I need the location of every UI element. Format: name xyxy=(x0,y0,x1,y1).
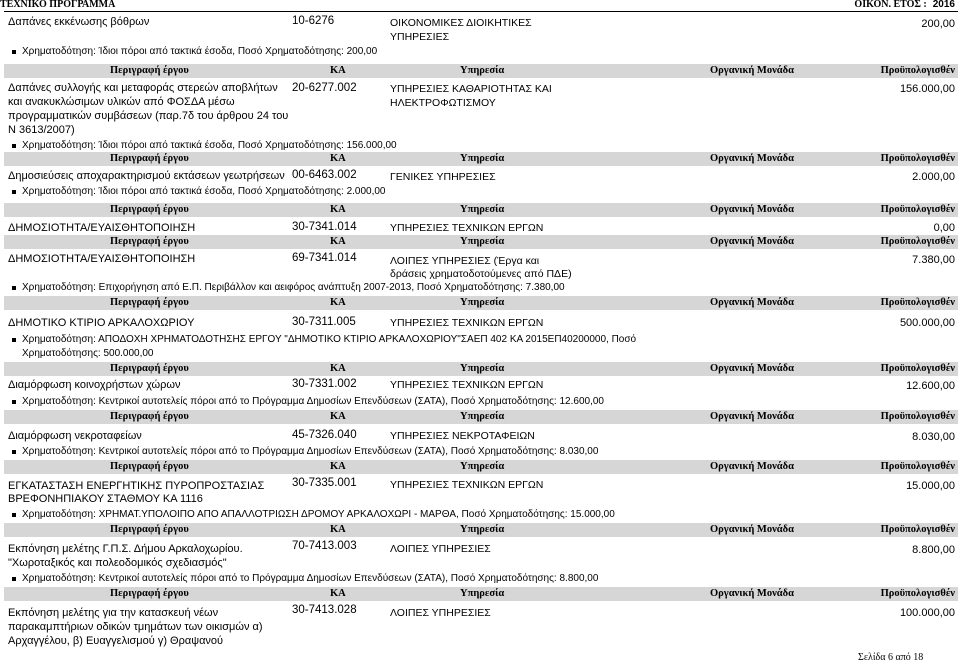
column-header-row xyxy=(4,587,958,601)
project-ka-code: 70-7413.003 xyxy=(292,540,357,552)
project-budget: 156.000,00 xyxy=(899,83,955,95)
project-budget: 15.000,00 xyxy=(906,480,955,492)
col-description-header: Περιγραφή έργου xyxy=(110,588,189,599)
project-description-line: προγραμματικών συμβάσεων (παρ.7δ του άρθρου 24 του xyxy=(8,110,289,122)
column-header-row xyxy=(4,362,958,376)
col-ka-header: ΚΑ xyxy=(330,411,346,422)
funding-line: Χρηματοδότηση: Κεντρικοί αυτοτελείς πόροι από το Πρόγραμμα Δημοσίων Επενδύσεων (ΣΑΤΑ), Ποσό Χρηματοδότησης: 8.030,00 xyxy=(22,446,599,457)
column-header-row xyxy=(4,296,958,310)
col-org-unit-header: Οργανική Μονάδα xyxy=(710,588,794,599)
project-service-line: ΟΙΚΟΝΟΜΙΚΕΣ ΔΙΟΙΚΗΤΙΚΕΣ xyxy=(390,17,532,29)
project-service-line: ΥΠΗΡΕΣΙΕΣ ΤΕΧΝΙΚΩΝ ΕΡΓΩΝ xyxy=(390,317,544,329)
col-budget-header: Προϋπολογισθέν xyxy=(880,153,955,164)
col-service-header: Υπηρεσία xyxy=(460,297,505,308)
project-description-line: ΔΗΜΟΣΙΟΤΗΤΑ/ΕΥΑΙΣΘΗΤΟΠΟΙΗΣΗ xyxy=(8,253,196,265)
project-description-line: Διαμόρφωση κοινοχρήστων χώρων xyxy=(8,379,181,391)
col-description-header: Περιγραφή έργου xyxy=(110,204,189,215)
project-description-line: παρακαμπτήριων οδικών τμημάτων των οικισμών α) xyxy=(8,621,263,633)
project-service-line: ΥΠΗΡΕΣΙΕΣ ΚΑΘΑΡΙΟΤΗΤΑΣ ΚΑΙ xyxy=(390,83,552,95)
project-ka-code: 45-7326.040 xyxy=(292,429,357,441)
project-service-line: ΥΠΗΡΕΣΙΕΣ ΤΕΧΝΙΚΩΝ ΕΡΓΩΝ xyxy=(390,479,544,491)
col-budget-header: Προϋπολογισθέν xyxy=(880,461,955,472)
fiscal-year-label: ΟΙΚΟΝ. ΕΤΟΣ : xyxy=(854,0,927,10)
project-service-line: ΥΠΗΡΕΣΙΕΣ ΝΕΚΡΟΤΑΦΕΙΩΝ xyxy=(390,430,535,442)
project-description-line: Δαπάνες εκκένωσης βόθρων xyxy=(8,16,150,28)
col-ka-header: ΚΑ xyxy=(330,524,346,535)
col-org-unit-header: Οργανική Μονάδα xyxy=(710,65,794,76)
project-service-line: ΓΕΝΙΚΕΣ ΥΠΗΡΕΣΙΕΣ xyxy=(390,171,496,183)
col-org-unit-header: Οργανική Μονάδα xyxy=(710,236,794,247)
project-ka-code: 30-7335.001 xyxy=(292,477,357,489)
project-budget: 200,00 xyxy=(921,18,955,30)
project-description-line: Δημοσιεύσεις αποχαρακτηρισμού εκτάσεων γεωτρήσεων xyxy=(8,170,285,182)
column-header-row xyxy=(4,64,958,78)
project-description-line: "Χωροταξικός και πολεοδομικός σχεδιασμός" xyxy=(8,557,227,569)
col-org-unit-header: Οργανική Μονάδα xyxy=(710,461,794,472)
col-ka-header: ΚΑ xyxy=(330,153,346,164)
col-org-unit-header: Οργανική Μονάδα xyxy=(710,411,794,422)
header-rule xyxy=(4,11,958,12)
project-description-line: ΔΗΜΟΤΙΚΟ ΚΤΙΡΙΟ ΑΡΚΑΛΟΧΩΡΙΟΥ xyxy=(8,317,195,329)
col-service-header: Υπηρεσία xyxy=(460,65,505,76)
column-header-row xyxy=(4,410,958,424)
project-budget: 12.600,00 xyxy=(906,380,955,392)
project-description-line: και ανακυκλώσιμων υλικών από ΦΟΣΔΑ μέσω xyxy=(8,96,235,108)
project-ka-code: 20-6277.002 xyxy=(292,82,357,94)
col-budget-header: Προϋπολογισθέν xyxy=(880,65,955,76)
col-service-header: Υπηρεσία xyxy=(460,524,505,535)
project-description-line: Ν 3613/2007) xyxy=(8,124,75,136)
project-description-line: ΔΗΜΟΣΙΟΤΗΤΑ/ΕΥΑΙΣΘΗΤΟΠΟΙΗΣΗ xyxy=(8,222,196,234)
column-header-row xyxy=(4,235,958,249)
column-header-row xyxy=(4,523,958,537)
col-org-unit-header: Οργανική Μονάδα xyxy=(710,524,794,535)
col-description-header: Περιγραφή έργου xyxy=(110,297,189,308)
project-description-line: Εκπόνηση μελέτης Γ.Π.Σ. Δήμου Αρκαλοχωρίου. xyxy=(8,543,243,555)
project-description-line: Αρχαγγέλου, β) Ευαγγελισμού γ) Θραψανού xyxy=(8,635,224,647)
col-org-unit-header: Οργανική Μονάδα xyxy=(710,204,794,215)
col-org-unit-header: Οργανική Μονάδα xyxy=(710,153,794,164)
col-budget-header: Προϋπολογισθέν xyxy=(880,524,955,535)
col-service-header: Υπηρεσία xyxy=(460,411,505,422)
col-ka-header: ΚΑ xyxy=(330,363,346,374)
funding-line: Χρηματοδότηση: Ίδιοι πόροι από τακτικά έσοδα, Ποσό Χρηματοδότησης: 156.000,00 xyxy=(22,140,397,151)
funding-line: Χρηματοδότηση: Κεντρικοί αυτοτελείς πόροι από το Πρόγραμμα Δημοσίων Επενδύσεων (ΣΑΤΑ), Ποσό Χρηματοδότησης: 12.600,00 xyxy=(22,396,604,407)
col-description-header: Περιγραφή έργου xyxy=(110,65,189,76)
column-header-row xyxy=(4,203,958,217)
report-title: ΤΕΧΝΙΚΟ ΠΡΟΓΡΑΜΜΑ xyxy=(0,0,116,10)
project-description-line: Εκπόνηση μελέτης για την κατασκευή νέων xyxy=(8,607,219,619)
col-budget-header: Προϋπολογισθέν xyxy=(880,204,955,215)
project-description-line: Διαμόρφωση νεκροταφείων xyxy=(8,430,142,442)
col-ka-header: ΚΑ xyxy=(330,588,346,599)
project-ka-code: 69-7341.014 xyxy=(292,252,357,264)
project-budget: 2.000,00 xyxy=(912,171,955,183)
col-service-header: Υπηρεσία xyxy=(460,236,505,247)
col-service-header: Υπηρεσία xyxy=(460,461,505,472)
col-budget-header: Προϋπολογισθέν xyxy=(880,411,955,422)
col-budget-header: Προϋπολογισθέν xyxy=(880,236,955,247)
project-service-line: ΛΟΙΠΕΣ ΥΠΗΡΕΣΙΕΣ xyxy=(390,607,491,619)
page-number: Σελίδα 6 από 18 xyxy=(858,652,924,663)
col-description-header: Περιγραφή έργου xyxy=(110,363,189,374)
col-ka-header: ΚΑ xyxy=(330,204,346,215)
project-budget: 100.000,00 xyxy=(899,607,955,619)
col-ka-header: ΚΑ xyxy=(330,297,346,308)
col-description-header: Περιγραφή έργου xyxy=(110,236,189,247)
col-budget-header: Προϋπολογισθέν xyxy=(880,588,955,599)
col-service-header: Υπηρεσία xyxy=(460,363,505,374)
project-service-line: ΛΟΙΠΕΣ ΥΠΗΡΕΣΙΕΣ (Έργα και xyxy=(390,255,540,267)
col-description-header: Περιγραφή έργου xyxy=(110,524,189,535)
project-budget: 500.000,00 xyxy=(899,317,955,329)
column-header-row xyxy=(4,460,958,474)
col-org-unit-header: Οργανική Μονάδα xyxy=(710,297,794,308)
col-budget-header: Προϋπολογισθέν xyxy=(880,297,955,308)
project-budget: 8.800,00 xyxy=(912,544,955,556)
funding-line: Χρηματοδότηση: Κεντρικοί αυτοτελείς πόροι από το Πρόγραμμα Δημοσίων Επενδύσεων (ΣΑΤΑ), Ποσό Χρηματοδότησης: 8.800,00 xyxy=(22,573,599,584)
funding-line: Χρηματοδότηση: ΧΡΗΜΑΤ.ΥΠΟΛΟΙΠΟ ΑΠΟ ΑΠΑΛΛΟΤΡΙΩΣΗ ΔΡΟΜΟΥ ΑΡΚΑΛΟΧΩΡΙ - ΜΑΡΘΑ, Ποσό Χρηματοδότησης: 15.000,00 xyxy=(22,509,615,520)
col-budget-header: Προϋπολογισθέν xyxy=(880,363,955,374)
fiscal-year xyxy=(854,0,955,10)
column-header-row xyxy=(4,152,958,166)
funding-line: Χρηματοδότηση: Επιχορήγηση από Ε.Π. Περιβάλλον και αειφόρος ανάπτυξη 2007-2013, Ποσό Χρηματοδότησης: 7.380,00 xyxy=(22,282,565,293)
col-service-header: Υπηρεσία xyxy=(460,204,505,215)
project-budget: 0,00 xyxy=(933,222,955,234)
project-service-line: ΛΟΙΠΕΣ ΥΠΗΡΕΣΙΕΣ xyxy=(390,543,491,555)
funding-line: Χρηματοδότηση: ΑΠΟΔΟΧΗ ΧΡΗΜΑΤΟΔΟΤΗΣΗΣ ΕΡΓΟΥ "ΔΗΜΟΤΙΚΟ ΚΤΙΡΙΟ ΑΡΚΑΛΟΧΩΡΙΟΥ"ΣΑΕΠ 402 ΚΑ 2015ΕΠ40200000, Ποσό xyxy=(22,334,637,345)
project-ka-code: 00-6463.002 xyxy=(292,169,357,181)
col-description-header: Περιγραφή έργου xyxy=(110,461,189,472)
funding-line: Χρηματοδότηση: Ίδιοι πόροι από τακτικά έσοδα, Ποσό Χρηματοδότησης: 2.000,00 xyxy=(22,186,386,197)
project-service-line: ΥΠΗΡΕΣΙΕΣ xyxy=(390,31,450,43)
project-service-line: δράσεις χρηματοδοτούμενες από ΠΔΕ) xyxy=(390,268,572,280)
project-ka-code: 30-7331.002 xyxy=(292,378,357,390)
col-ka-header: ΚΑ xyxy=(330,65,346,76)
project-budget: 8.030,00 xyxy=(912,431,955,443)
project-budget: 7.380,00 xyxy=(912,254,955,266)
funding-line: Χρηματοδότηση: Ίδιοι πόροι από τακτικά έσοδα, Ποσό Χρηματοδότησης: 200,00 xyxy=(22,46,378,57)
project-service-line: ΗΛΕΚΤΡΟΦΩΤΙΣΜΟΥ xyxy=(390,97,496,109)
project-ka-code: 10-6276 xyxy=(292,15,335,27)
col-org-unit-header: Οργανική Μονάδα xyxy=(710,363,794,374)
col-ka-header: ΚΑ xyxy=(330,236,346,247)
project-description-line: ΒΡΕΦΟΝΗΠΙΑΚΟΥ ΣΤΑΘΜΟΥ ΚΑ 1116 xyxy=(8,493,203,505)
col-description-header: Περιγραφή έργου xyxy=(110,153,189,164)
fiscal-year-value: 2016 xyxy=(932,0,955,10)
col-service-header: Υπηρεσία xyxy=(460,588,505,599)
project-service-line: ΥΠΗΡΕΣΙΕΣ ΤΕΧΝΙΚΩΝ ΕΡΓΩΝ xyxy=(390,222,544,234)
project-ka-code: 30-7311.005 xyxy=(292,316,356,328)
project-description-line: Δαπάνες συλλογής και μεταφοράς στερεών αποβλήτων xyxy=(8,82,278,94)
project-service-line: ΥΠΗΡΕΣΙΕΣ ΤΕΧΝΙΚΩΝ ΕΡΓΩΝ xyxy=(390,379,544,391)
project-ka-code: 30-7413.028 xyxy=(292,604,357,616)
col-description-header: Περιγραφή έργου xyxy=(110,411,189,422)
project-ka-code: 30-7341.014 xyxy=(292,221,357,233)
col-ka-header: ΚΑ xyxy=(330,461,346,472)
col-service-header: Υπηρεσία xyxy=(460,153,505,164)
funding-line-continued: Χρηματοδότησης: 500.000,00 xyxy=(22,348,154,359)
project-description-line: ΕΓΚΑΤΑΣΤΑΣΗ ΕΝΕΡΓΗΤΙΚΗΣ ΠΥΡΟΠΡΟΣΤΑΣΙΑΣ xyxy=(8,480,265,492)
